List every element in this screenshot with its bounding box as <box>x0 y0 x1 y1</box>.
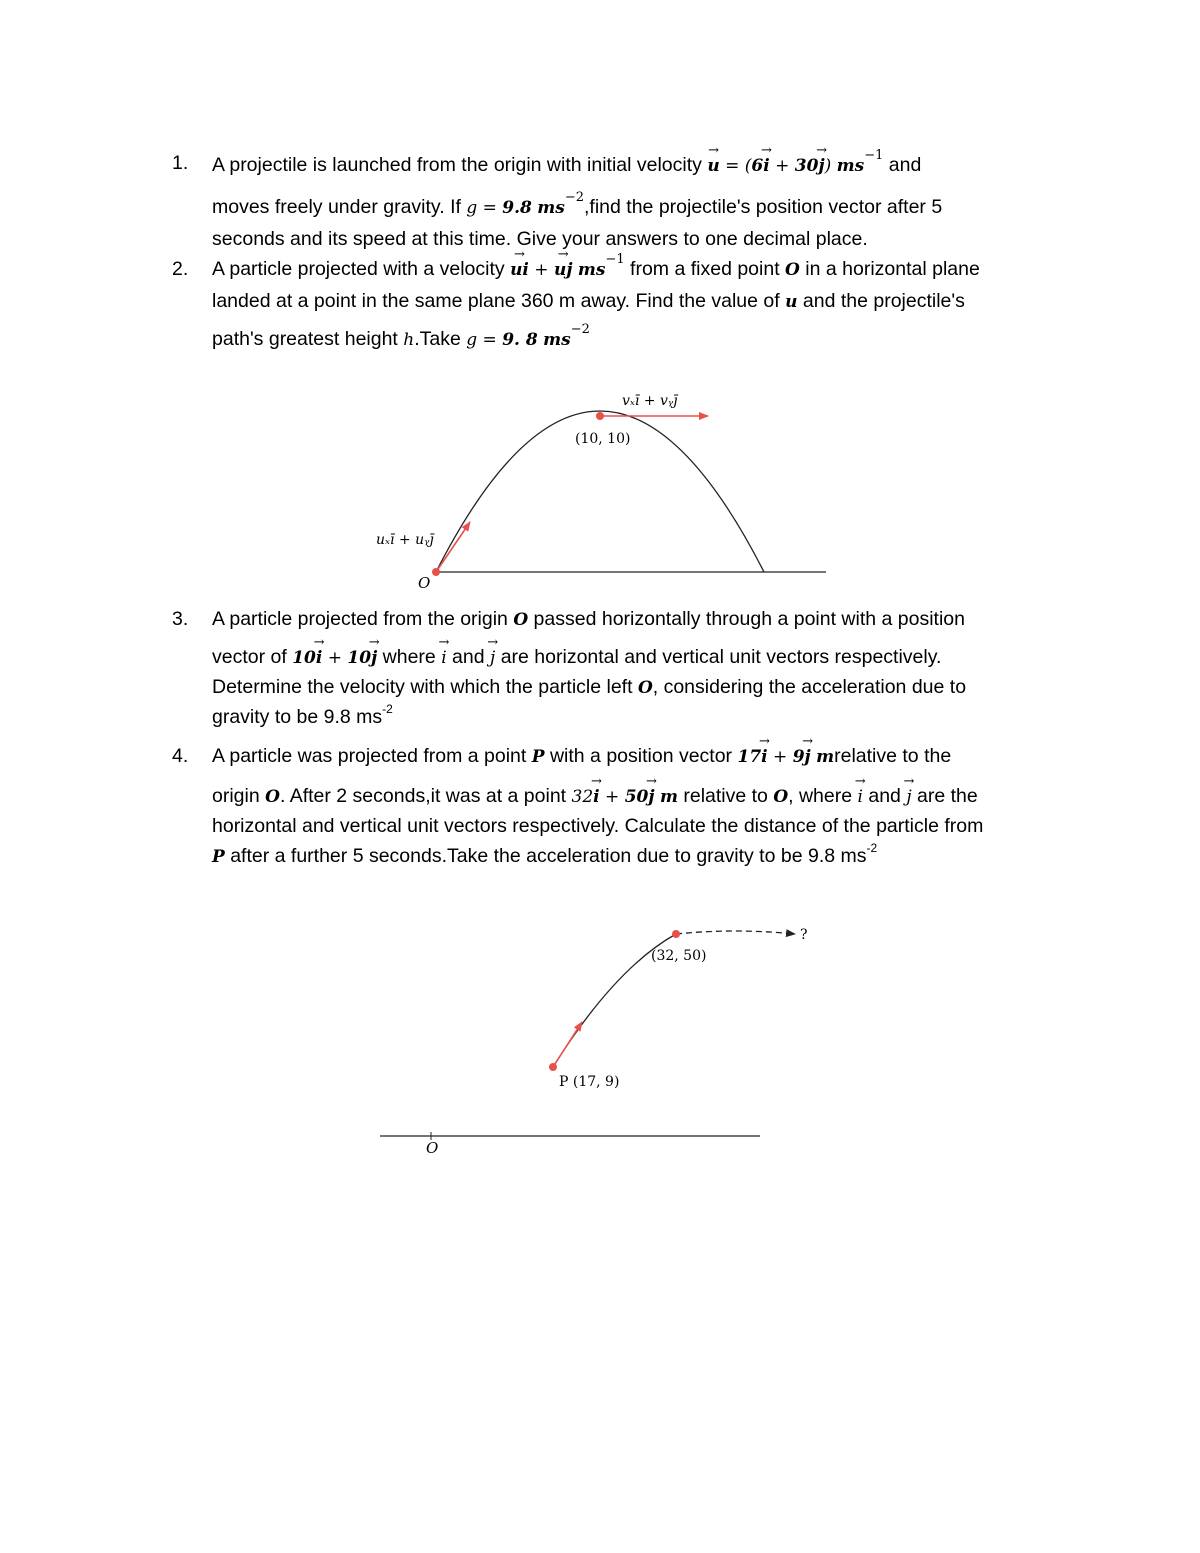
question-mark-label: ? <box>800 927 808 943</box>
question-line: origin O. After 2 seconds,it was at a point 32→ i + 50→ j m relative to O, where → i and → j are the <box>212 781 1072 811</box>
future-path-dashed <box>676 931 795 934</box>
figure-1 <box>376 393 826 592</box>
origin-label: O <box>426 1139 439 1157</box>
question-line: A particle was projected from a point P with a position vector 17→ i + 9→ j mrelative to the <box>212 741 1072 781</box>
point-label: (32, 50) <box>651 948 707 964</box>
question-line: P after a further 5 seconds.Take the acceleration due to gravity to be 9.8 $ms^{-2}$ <box>212 841 878 867</box>
question-line: moves freely under gravity. If g = 9.8 $ms^{-2},find$ the projectile's position vector after 5 <box>212 190 943 218</box>
launch-velocity-arrow <box>553 1022 582 1067</box>
question-line: seconds and its speed at this time. Give your answers to one decimal place. <box>212 228 868 250</box>
question-line: A particle projected with a velocity → ui + → uj $ms^{-1}$ from a fixed point O in a horizontal plane <box>212 254 1072 286</box>
top-velocity-label: vₓī + vᵧj̄ <box>622 393 678 409</box>
question-number: 2. <box>172 258 189 280</box>
figure-2 <box>380 927 808 1157</box>
launch-velocity-arrow <box>436 522 470 572</box>
question-number: 4. <box>172 745 189 767</box>
question-line: A projectile is launched from the origin with initial velocity → u = (6→ i + 30→ j) $ms^{-1}$ and <box>212 148 1072 186</box>
vertex-point <box>596 412 604 420</box>
velocity-symbol: → u <box>707 151 719 181</box>
question-line: vector of 10→ i + 10→ j where → i and → j are horizontal and vertical unit vectors respectively. <box>212 642 1072 672</box>
vertex-label: (10, 10) <box>575 431 631 447</box>
question-line: Determine the velocity with which the particle left O, considering the acceleration due to <box>212 676 967 698</box>
position-point <box>672 930 680 938</box>
question-line: landed at a point in the same plane 360 m away. Find the value of u and the projectile's <box>212 290 965 312</box>
question-line: gravity to be 9.8 $ms^{-2}$ <box>212 702 393 728</box>
question-number: 1. <box>172 152 189 174</box>
origin-point <box>432 568 440 576</box>
question-line: A particle projected from the origin O passed horizontally through a point with a position <box>212 608 965 630</box>
question-number: 3. <box>172 608 189 630</box>
start-label: P (17, 9) <box>559 1074 620 1090</box>
question-line: horizontal and vertical unit vectors respectively. Calculate the distance of the particle from <box>212 815 984 837</box>
start-point <box>549 1063 557 1071</box>
question-line: path's greatest height h.Take g = 9. 8 $ms^{-2}$ <box>212 322 590 350</box>
launch-velocity-label: uₓī + uᵧj̄ <box>376 532 434 548</box>
origin-label: O <box>418 574 431 592</box>
